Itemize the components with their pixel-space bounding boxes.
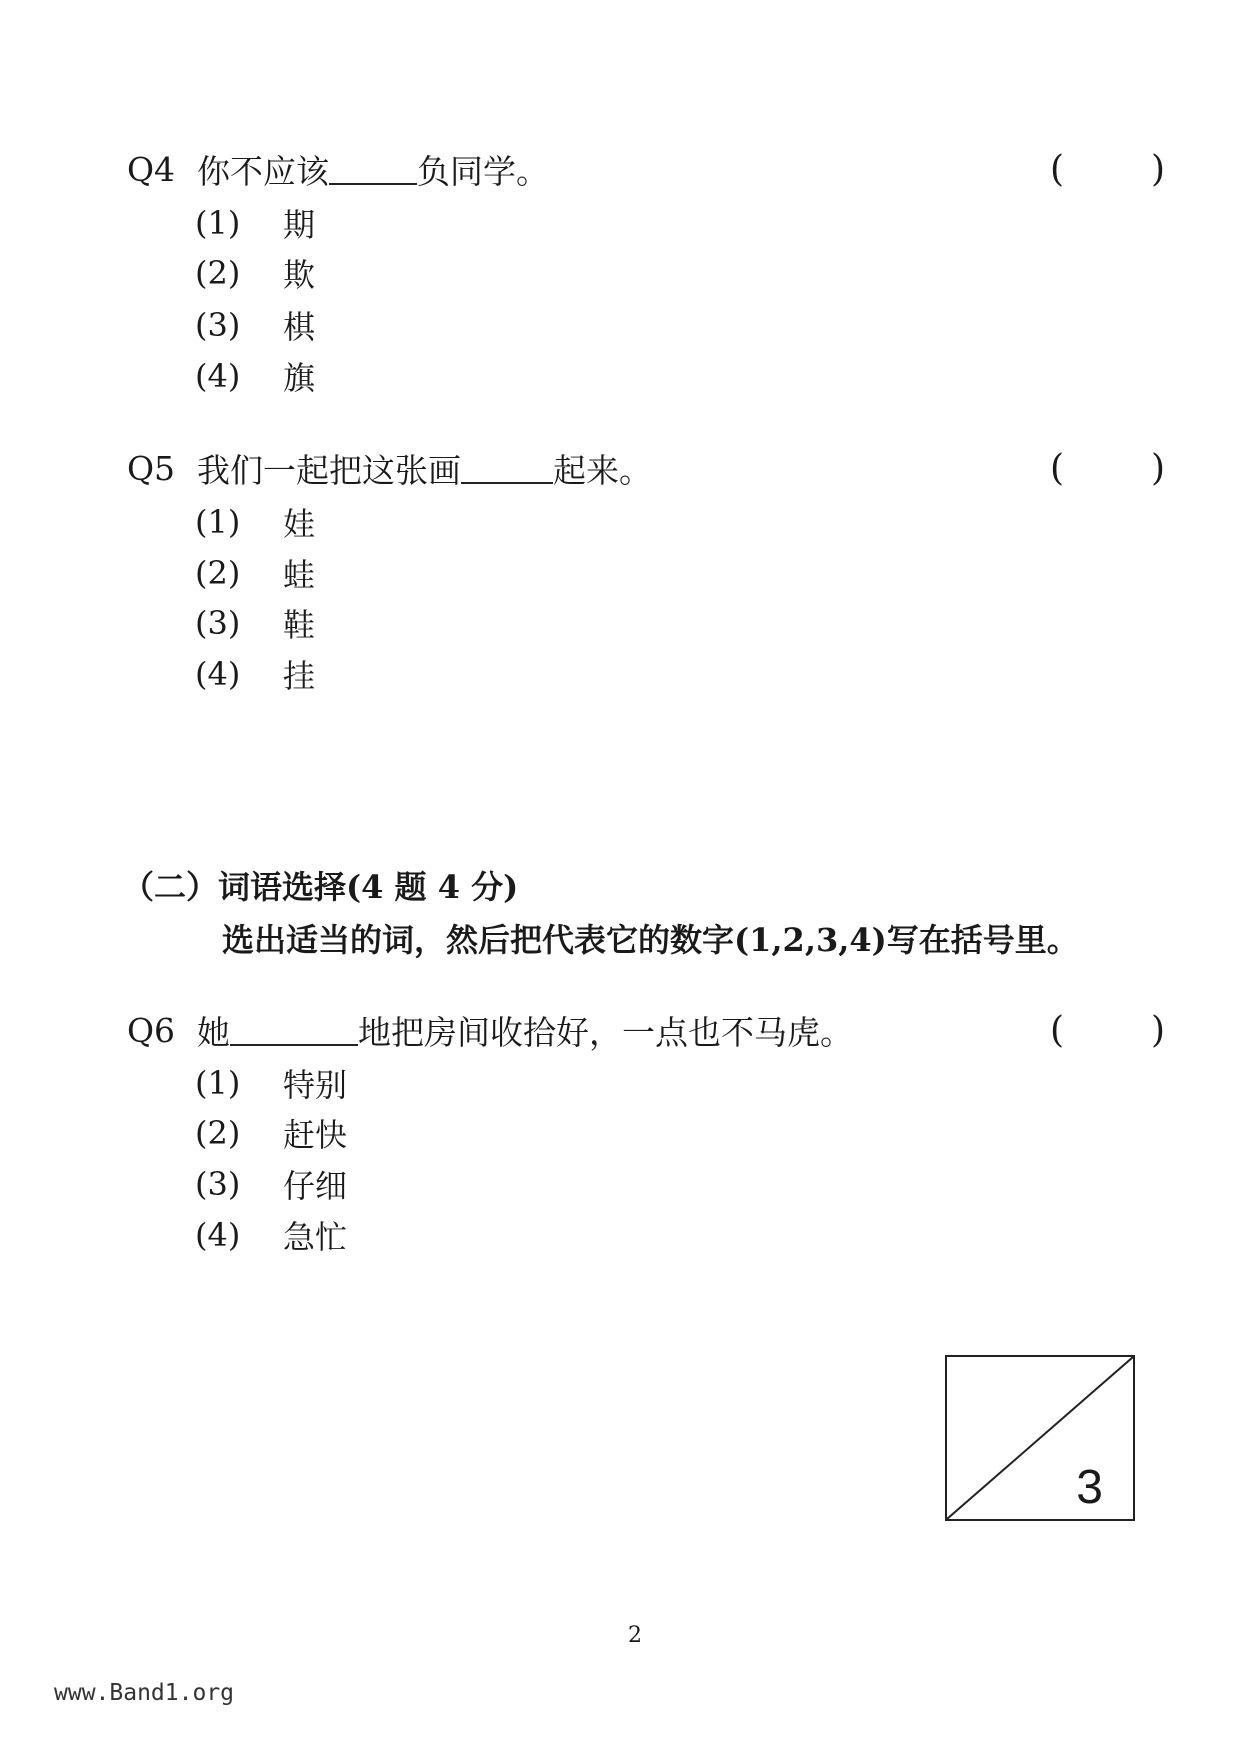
question-text-after: 起来。 <box>553 450 652 490</box>
option-q6-4 <box>195 1212 347 1258</box>
option-number: (3) <box>195 306 241 344</box>
option-q5-2 <box>195 550 315 596</box>
question-text-before: 我们一起把这张画 <box>197 450 461 490</box>
option-number: (2) <box>195 1114 241 1152</box>
bracket-close: ) <box>1150 1009 1165 1051</box>
question-q4 <box>127 144 549 194</box>
bracket-open: ( <box>1050 447 1065 489</box>
question-text-before: 她 <box>197 1012 230 1052</box>
answer-blank <box>461 452 553 484</box>
option-number: (3) <box>195 604 241 642</box>
bracket-open: ( <box>1050 1009 1065 1051</box>
score-value: 3 <box>1076 1461 1103 1514</box>
option-text: 期 <box>283 206 316 244</box>
option-text: 特别 <box>283 1066 348 1104</box>
answer-bracket-q4[interactable] <box>1050 144 1165 194</box>
bracket-close: ) <box>1150 447 1165 489</box>
option-q4-4 <box>195 353 315 399</box>
option-number: (4) <box>195 655 241 693</box>
section-title: （二）词语选择(4 题 4 分) <box>122 868 519 906</box>
option-number: (1) <box>195 1064 241 1102</box>
option-q4-1 <box>195 200 315 246</box>
option-number: (2) <box>195 254 241 292</box>
question-text-before: 你不应该 <box>197 151 329 191</box>
section-instruction: 选出适当的词，然后把代表它的数字(1,2,3,4)写在括号里。 <box>222 921 1079 959</box>
option-q6-2 <box>195 1110 347 1156</box>
option-q5-1 <box>195 499 315 545</box>
answer-blank <box>329 153 417 185</box>
option-q5-4 <box>195 651 315 697</box>
option-text: 赶快 <box>283 1116 348 1154</box>
option-q6-1 <box>195 1060 347 1106</box>
option-number: (1) <box>195 204 241 242</box>
option-number: (2) <box>195 554 241 592</box>
answer-blank <box>230 1014 358 1046</box>
option-q5-3 <box>195 600 315 646</box>
option-text: 急忙 <box>283 1218 348 1256</box>
option-q4-3 <box>195 302 315 348</box>
bracket-open: ( <box>1050 148 1065 190</box>
option-text: 仔细 <box>283 1167 348 1205</box>
option-q6-3 <box>195 1161 347 1207</box>
option-number: (3) <box>195 1165 241 1203</box>
question-label: Q6 <box>127 1010 176 1050</box>
option-number: (1) <box>195 503 241 541</box>
question-q5 <box>127 443 652 493</box>
option-text: 鞋 <box>283 606 316 644</box>
option-number: (4) <box>195 1216 241 1254</box>
option-text: 欺 <box>283 256 316 294</box>
option-text: 挂 <box>283 657 316 695</box>
diagonal-line-icon <box>947 1357 1133 1519</box>
option-q4-2 <box>195 250 315 296</box>
question-text-after: 地把房间收拾好，一点也不马虎。 <box>358 1012 853 1052</box>
question-q6 <box>127 1005 853 1055</box>
watermark: www.Band1.org <box>54 1680 235 1706</box>
score-box <box>945 1355 1135 1521</box>
option-text: 棋 <box>283 308 316 346</box>
answer-bracket-q5[interactable] <box>1050 443 1165 493</box>
page-number: 2 <box>628 1623 642 1648</box>
bracket-close: ) <box>1150 148 1165 190</box>
question-text-after: 负同学。 <box>417 151 549 191</box>
question-label: Q5 <box>127 448 176 488</box>
answer-bracket-q6[interactable] <box>1050 1005 1165 1055</box>
option-text: 旗 <box>283 359 316 397</box>
option-text: 娃 <box>283 505 316 543</box>
question-label: Q4 <box>127 149 176 189</box>
option-text: 蛙 <box>283 556 316 594</box>
option-number: (4) <box>195 357 241 395</box>
